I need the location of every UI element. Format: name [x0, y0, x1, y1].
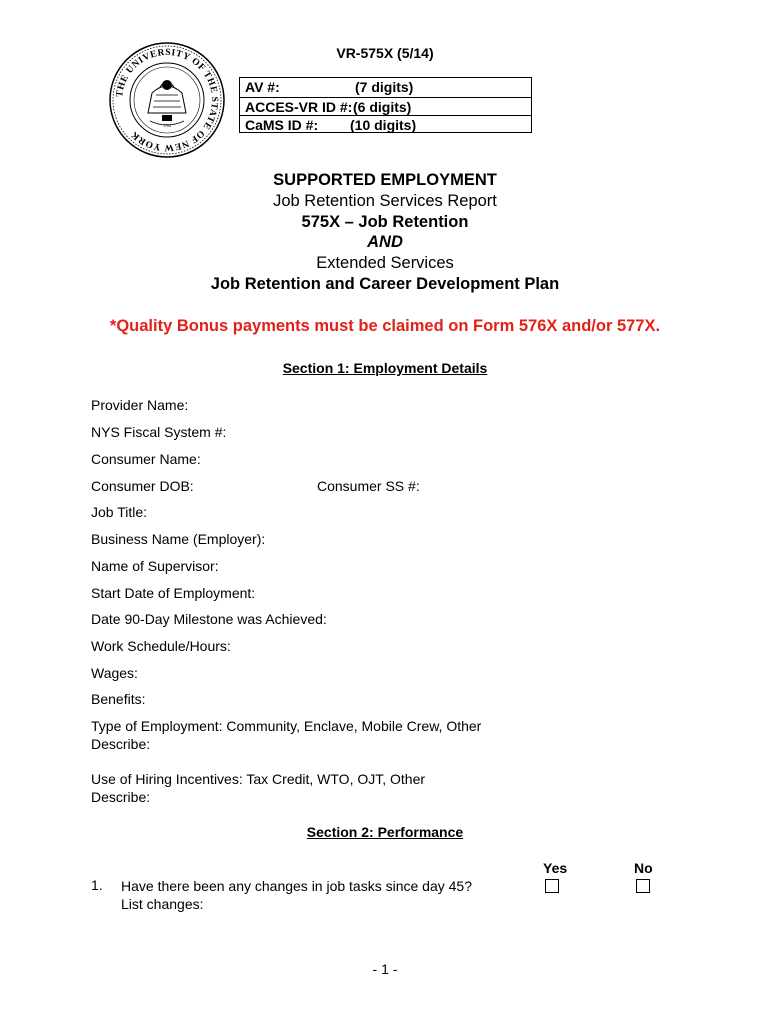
consumer-dob-field[interactable]: Consumer DOB:: [91, 478, 194, 494]
consumer-name-field[interactable]: Consumer Name:: [91, 451, 201, 467]
milestone-date-field[interactable]: Date 90-Day Milestone was Achieved:: [91, 611, 327, 627]
benefits-field[interactable]: Benefits:: [91, 691, 146, 707]
title-report: Job Retention Services Report: [273, 191, 497, 210]
id-box: [239, 77, 532, 133]
question-1-yes-checkbox[interactable]: [545, 879, 559, 893]
employment-describe-field[interactable]: Describe:: [91, 736, 151, 752]
acces-vr-id-hint: (6 digits): [353, 98, 412, 115]
question-1-no-checkbox[interactable]: [636, 879, 650, 893]
cams-id-hint: (10 digits): [350, 117, 417, 134]
quality-bonus-notice: *Quality Bonus payments must be claimed on Form 576X and/or 577X.: [109, 317, 661, 335]
wages-field[interactable]: Wages:: [91, 665, 138, 681]
question-1-number: 1.: [91, 877, 103, 893]
svg-text:1784: 1784: [163, 123, 171, 128]
no-column-label: No: [634, 860, 653, 876]
fiscal-system-field[interactable]: NYS Fiscal System #:: [91, 424, 227, 440]
acces-vr-id-label: ACCES-VR ID #:: [245, 98, 353, 115]
title-block: [0, 170, 770, 295]
employment-type-field[interactable]: Type of Employment: Community, Enclave, Mobile Crew, Other: [91, 718, 482, 734]
title-and: AND: [367, 233, 403, 252]
title-575x: 575X – Job Retention: [301, 212, 469, 231]
question-1-subtext: List changes:: [121, 896, 204, 912]
svg-text:THE UNIVERSITY OF THE STATE OF: THE UNIVERSITY OF THE STATE OF NEW YORK: [115, 47, 220, 153]
question-1-text: Have there been any changes in job tasks since day 45?: [121, 878, 473, 894]
av-id-hint: (7 digits): [355, 79, 414, 95]
form-number: VR-575X (5/14): [336, 45, 434, 61]
acces-vr-id-row[interactable]: [240, 97, 531, 116]
title-supported-employment: SUPPORTED EMPLOYMENT: [273, 171, 497, 189]
supervisor-field[interactable]: Name of Supervisor:: [91, 558, 219, 574]
av-id-row[interactable]: [240, 78, 531, 97]
consumer-ss-field[interactable]: Consumer SS #:: [317, 478, 420, 494]
av-id-label: AV #:: [245, 79, 280, 95]
business-name-field[interactable]: Business Name (Employer):: [91, 531, 266, 547]
start-date-field[interactable]: Start Date of Employment:: [91, 585, 256, 601]
section-1-heading: Section 1: Employment Details: [282, 360, 488, 376]
cams-id-row[interactable]: [240, 115, 531, 134]
cams-id-label: CaMS ID #:: [245, 117, 319, 134]
provider-name-field[interactable]: Provider Name:: [91, 397, 189, 413]
title-plan: Job Retention and Career Development Plan: [210, 274, 560, 293]
title-extended-services: Extended Services: [316, 254, 454, 273]
hiring-incentives-field[interactable]: Use of Hiring Incentives: Tax Credit, WTO, OJT, Other: [91, 771, 426, 787]
section-2-heading: Section 2: Performance: [306, 824, 464, 840]
job-title-field[interactable]: Job Title:: [91, 504, 148, 520]
incentives-describe-field[interactable]: Describe:: [91, 789, 151, 805]
page-number: - 1 -: [372, 961, 398, 977]
work-schedule-field[interactable]: Work Schedule/Hours:: [91, 638, 231, 654]
yes-column-label: Yes: [543, 860, 568, 876]
